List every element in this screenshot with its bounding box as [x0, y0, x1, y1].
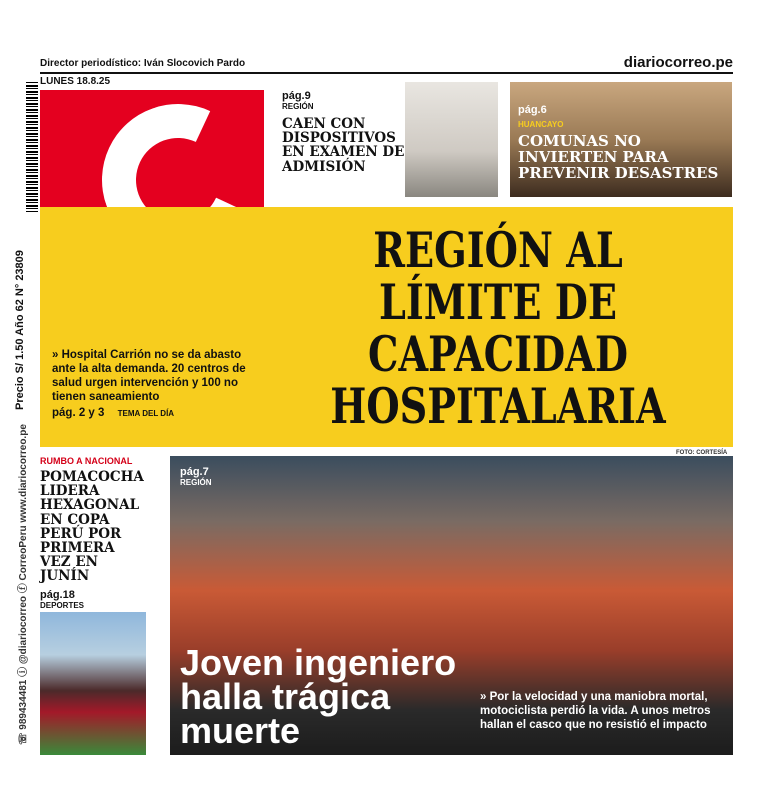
main-deck [52, 348, 257, 420]
photo-credit: FOTO: CORTESÍA [676, 450, 728, 456]
story-top-1-section: REGIÓN [282, 102, 314, 111]
story-top-1-headline: CAEN CON DISPOSITIVOS EN EXAMEN DE ADMISIÓN [282, 116, 405, 175]
story-top-2-section: HUANCAYO [518, 120, 564, 129]
sidebar-section: DEPORTES [40, 601, 85, 611]
story-top-1-photo [405, 82, 498, 197]
bottom-story-label [180, 466, 212, 487]
edition-date: LUNES 18.8.25 [40, 76, 111, 87]
bottom-headline[interactable]: Joven ingeniero halla trágica muerte [180, 642, 457, 752]
sidebar-team-photo [40, 612, 146, 755]
barcode [26, 82, 38, 212]
story-top-2-page: pág.6 [518, 104, 547, 116]
bottom-story-page: pág.7 [180, 466, 209, 478]
story-top-1[interactable] [282, 90, 408, 174]
main-page-ref: pág. 2 y 3 [52, 407, 105, 420]
main-tag: TEMA DEL DÍA [117, 409, 175, 419]
story-top-1-page: pág.9 [282, 90, 311, 102]
sidebar-story[interactable] [40, 456, 148, 610]
sidebar-page: pág.18 [40, 589, 75, 602]
top-rule [40, 56, 733, 74]
director-line: Director periodístico: Iván Slocovich Pardo [40, 58, 246, 69]
price-line: Precio S/ 1.50 Año 62 N° 23809 [14, 250, 26, 410]
story-top-2-headline: COMUNAS NO INVIERTEN PARA PREVENIR DESASTRES [518, 132, 719, 182]
main-headline[interactable]: REGIÓN AL LÍMITE DE CAPACIDAD HOSPITALARIA [330, 221, 666, 435]
social-line: ☏ 989434481 ⓘ @diariocorreo ⓕ CorreoPeru www.diariocorreo.pe [18, 424, 29, 745]
story-top-2-photo[interactable] [510, 82, 732, 197]
bottom-caption: » Por la velocidad y una maniobra mortal, motociclista perdió la vida. A unos metros hallan el casco que no resistió el impacto [480, 691, 711, 731]
sidebar-kicker: RUMBO A NACIONAL [40, 456, 133, 466]
bottom-story-section: REGIÓN [180, 478, 212, 487]
main-deck-text: » Hospital Carrión no se da abasto ante la alta demanda. 20 centros de salud urgen intervención y 100 no tienen saneamiento [52, 349, 246, 404]
website-link[interactable]: diariocorreo.pe [623, 54, 733, 71]
sidebar-headline: POMACOCHA LIDERA HEXAGONAL EN COPA PERÚ POR PRIMERA VEZ EN JUNÍN [40, 469, 144, 585]
